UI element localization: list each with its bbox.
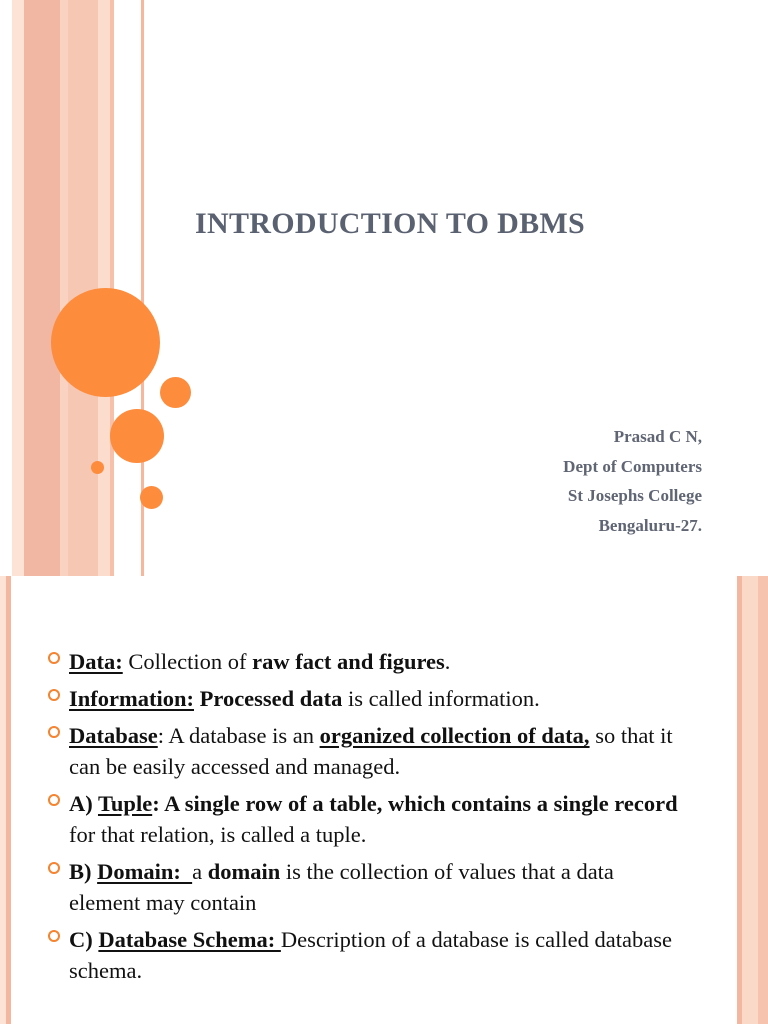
bullet-text: so that it can be easily accessed and managed. (69, 723, 673, 779)
bullet-prefix: A) (69, 791, 98, 816)
decor-circle (91, 461, 104, 474)
decor-stripe (12, 0, 24, 576)
bullet-text: Collection of (122, 649, 253, 674)
decor-stripe (758, 576, 768, 1024)
decor-stripe (6, 576, 11, 1024)
bullet-prefix: B) (69, 859, 98, 884)
bullet-ring-icon (48, 689, 60, 701)
list-item (48, 646, 688, 677)
bullet-emphasis: organized collection of data, (319, 723, 590, 748)
list-item (48, 856, 688, 918)
bullet-term: Domain: (97, 859, 193, 884)
decor-circle (160, 377, 191, 408)
bullet-term: Tuple (97, 791, 153, 816)
bullet-text: is called information. (342, 686, 540, 711)
bullet-emphasis: domain (207, 859, 281, 884)
definition-list (48, 646, 688, 992)
decor-stripe (24, 0, 60, 576)
bullet-prefix: C) (69, 927, 99, 952)
decor-stripe (742, 576, 758, 1024)
author-block (563, 425, 702, 543)
list-item (48, 788, 688, 850)
list-item (48, 720, 688, 782)
bullet-term: Data: (69, 649, 123, 674)
bullet-emphasis: raw fact and figures (252, 649, 445, 674)
author-name: Prasad C N, (613, 427, 702, 446)
decor-circle-large (51, 288, 160, 397)
bullet-term: Database (69, 723, 158, 748)
bullet-ring-icon (48, 930, 60, 942)
bullet-text: . (444, 649, 451, 674)
bullet-ring-icon (48, 794, 60, 806)
bullet-text: a (192, 859, 208, 884)
decor-circle (140, 486, 163, 509)
decor-stripe (68, 0, 98, 576)
bullet-ring-icon (48, 726, 60, 738)
content-slide (0, 576, 768, 1024)
bullet-ring-icon (48, 862, 60, 874)
list-item (48, 924, 688, 986)
slide-title: INTRODUCTION TO DBMS (195, 207, 585, 240)
decor-stripe (60, 0, 68, 576)
author-dept: Dept of Computers (563, 456, 702, 476)
author-college: St Josephs College (567, 486, 702, 505)
list-item (48, 683, 688, 714)
bullet-text: : A database is an (157, 723, 320, 748)
bullet-ring-icon (48, 652, 60, 664)
bullet-text: is the collection of values that a data element may contain (69, 859, 614, 915)
author-city: Bengaluru-27. (598, 515, 702, 535)
bullet-emphasis: Processed data (199, 686, 343, 711)
bullet-term: Database Schema: (98, 927, 281, 952)
bullet-text: for that relation, is called a tuple. (69, 822, 367, 847)
bullet-term: Information: (69, 686, 194, 711)
bullet-emphasis: : A single row of a table, which contains a single record (152, 791, 678, 816)
decor-circle (110, 409, 164, 463)
bullet-text: Description of a database is called database schema. (69, 927, 672, 983)
